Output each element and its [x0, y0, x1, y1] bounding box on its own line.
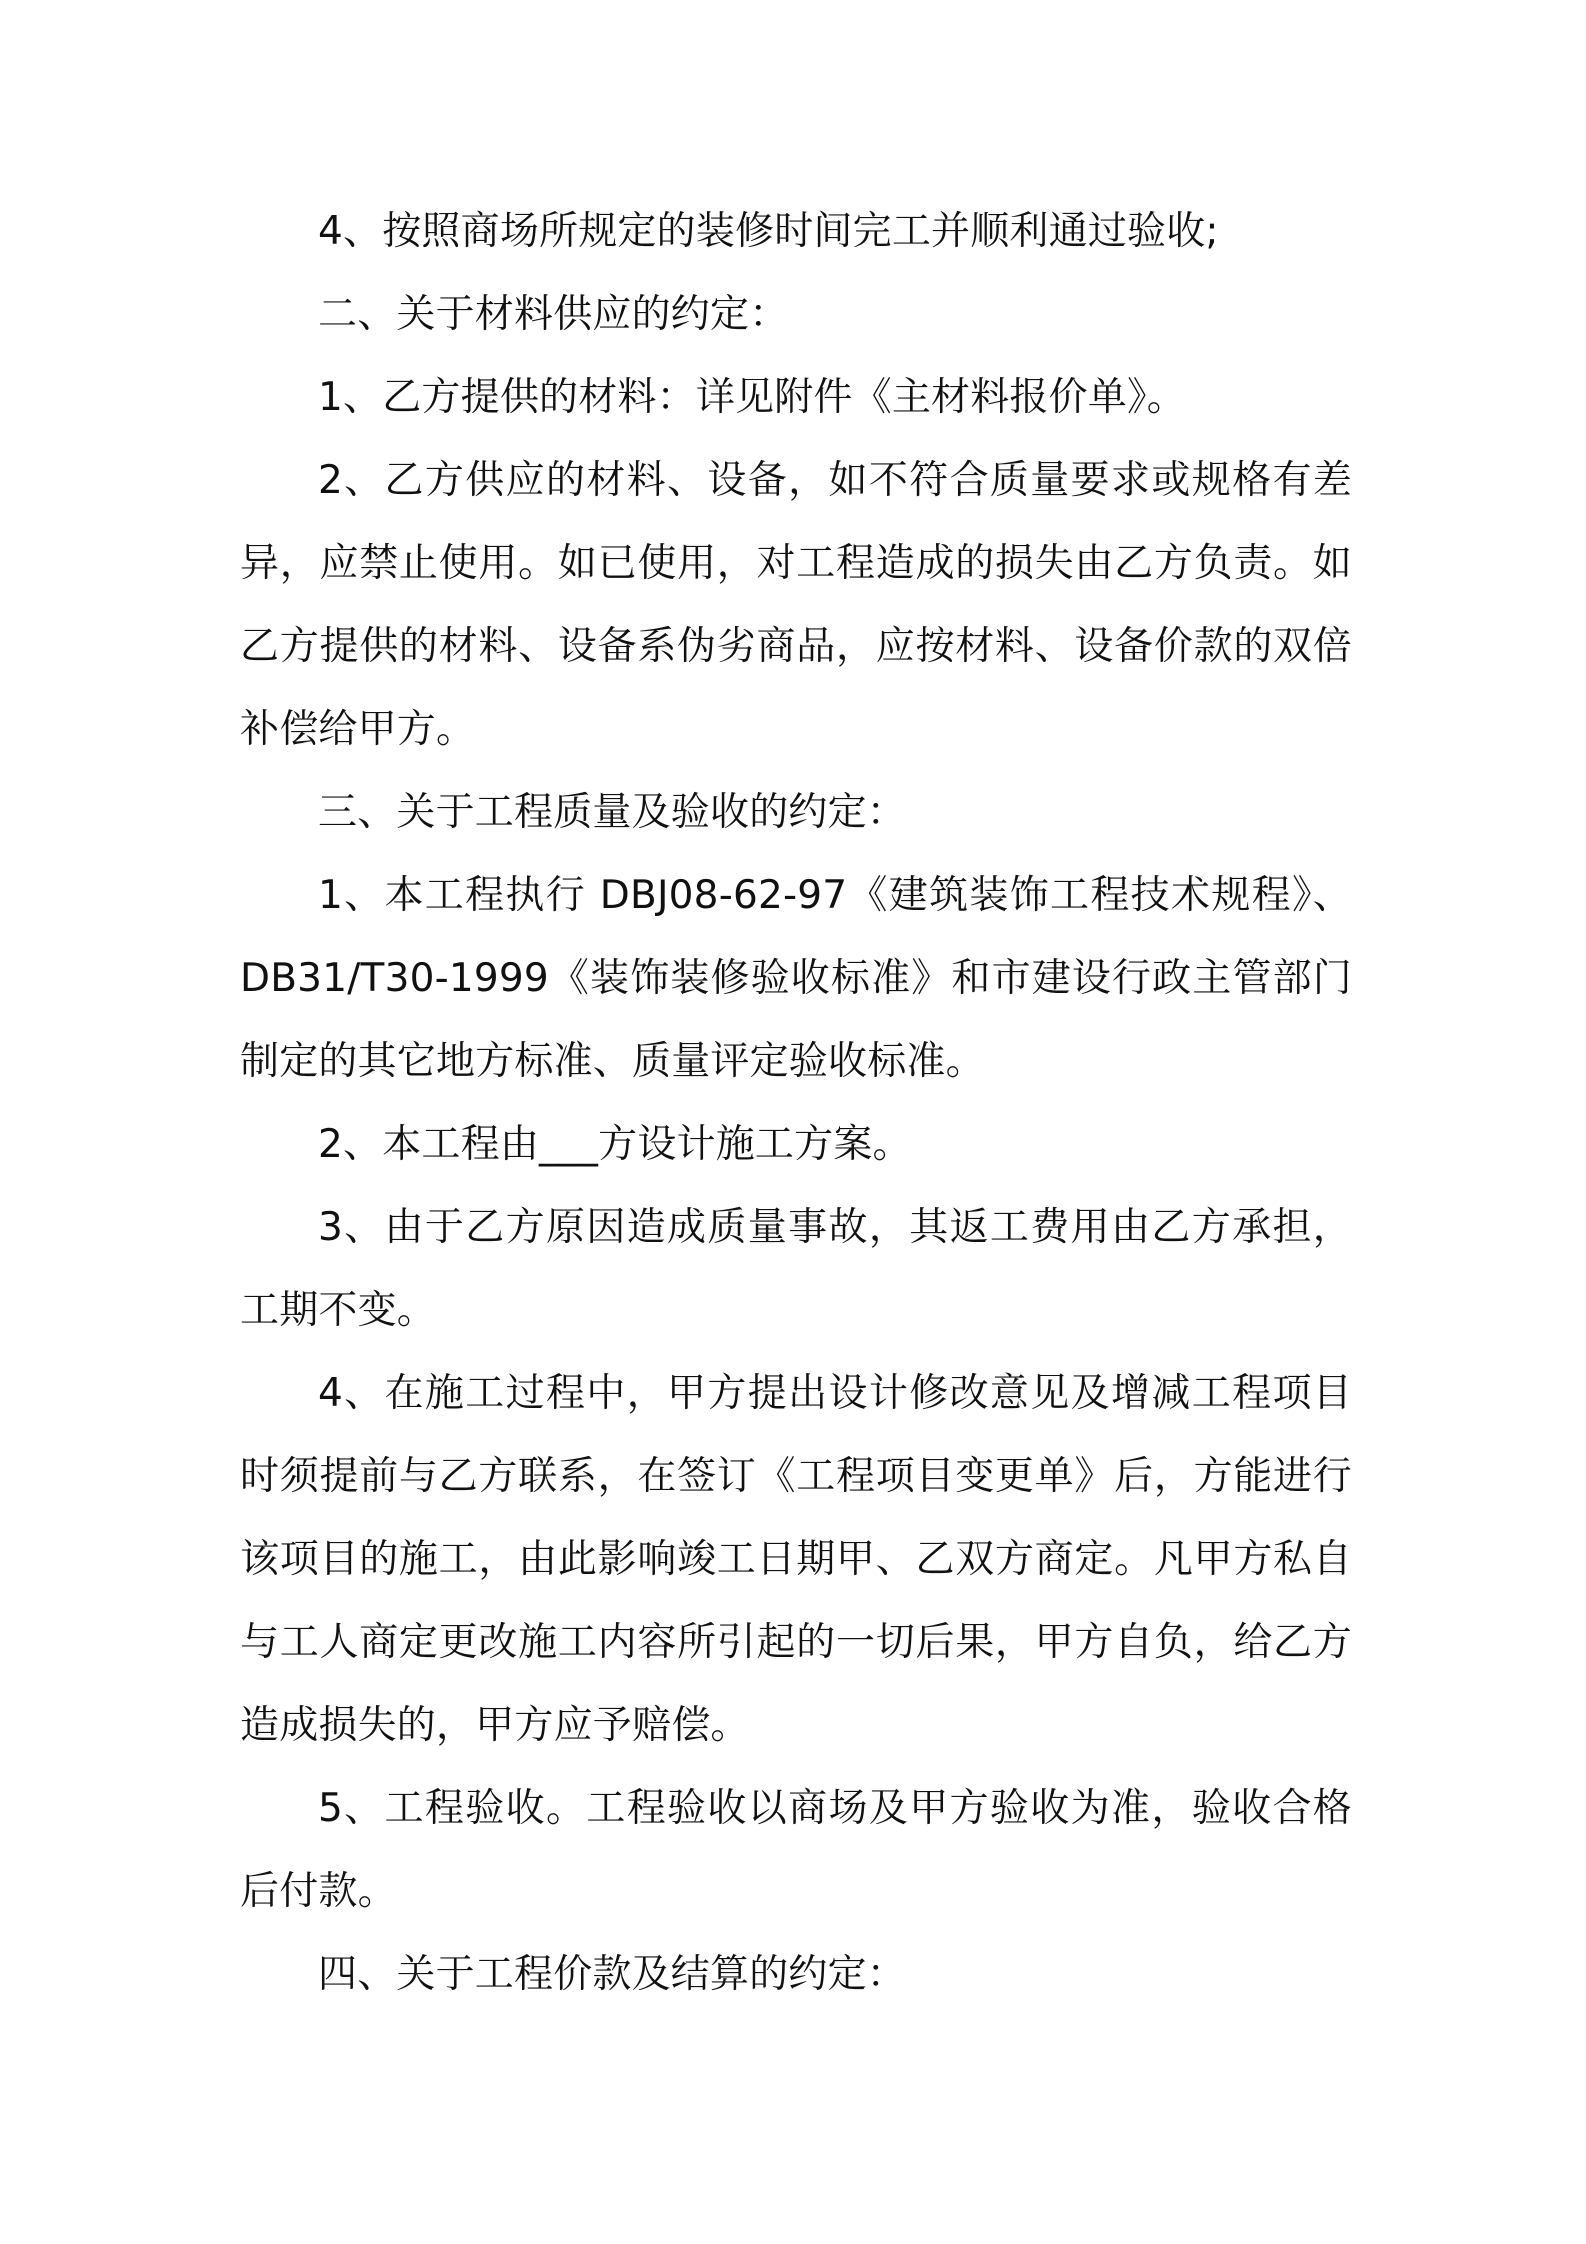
clause-3-3: 3、由于乙方原因造成质量事故，其返工费用由乙方承担，工期不变。 [240, 1205, 1352, 1333]
clause-4-acceptance: 4、按照商场所规定的装修时间完工并顺利通过验收; [318, 209, 1219, 254]
clause-3-4: 4、在施工过程中，甲方提出设计修改意见及增减工程项目时须提前与乙方联系，在签订《工程项目变更单》后，方能进行该项目的施工，由此影响竣工日期甲、乙双方商定。凡甲方私自与工人商定更改施工内容所引起的一切后果，甲方自负，给乙方造成损失的，甲方应予赔偿。 [240, 1371, 1352, 1748]
clause-3-2: 2、本工程由___方设计施工方案。 [318, 1122, 912, 1167]
document-body [240, 190, 1352, 2016]
clause-2-2: 2、乙方供应的材料、设备，如不符合质量要求或规格有差异，应禁止使用。如已使用，对工程造成的损失由乙方负责。如乙方提供的材料、设备系伪劣商品，应按材料、设备价款的双倍补偿给甲方。 [240, 458, 1352, 752]
clause-3-1: 1、本工程执行 DBJ08-62-97《建筑装饰工程技术规程》、DB31/T30-1999《装饰装修验收标准》和市建设行政主管部门制定的其它地方标准、质量评定验收标准。 [240, 873, 1352, 1084]
clause-3-5: 5、工程验收。工程验收以商场及甲方验收为准，验收合格后付款。 [240, 1786, 1352, 1914]
section-4-heading: 四、关于工程价款及结算的约定： [318, 1952, 907, 1997]
clause-2-1: 1、乙方提供的材料：详见附件《主材料报价单》。 [318, 375, 1186, 420]
section-3-heading: 三、关于工程质量及验收的约定： [318, 790, 907, 835]
section-2-heading: 二、关于材料供应的约定： [318, 292, 789, 337]
